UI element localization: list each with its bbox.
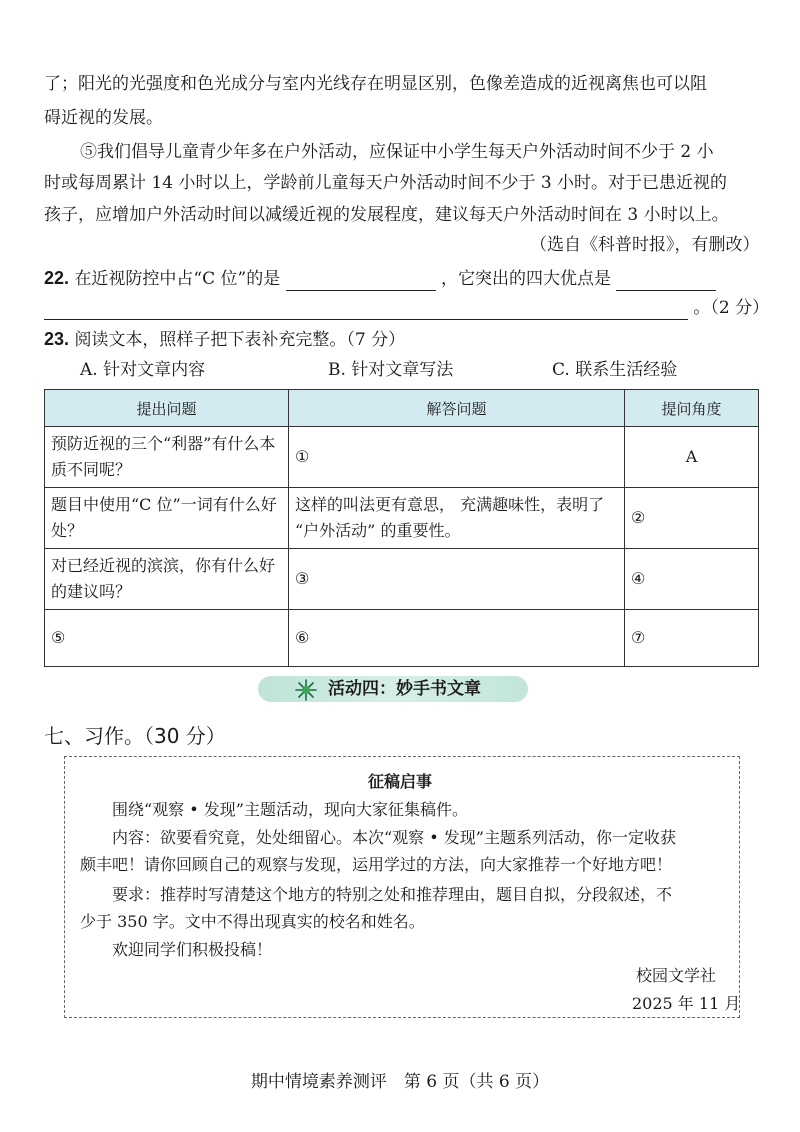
passage-line: 孩子，应增加户外活动时间以减缓近视的发展程度，建议每天户外活动时间在 3 小时以上。	[44, 205, 729, 225]
header-answer: 解答问题	[289, 390, 625, 427]
question-23	[44, 327, 405, 352]
question-23-table	[44, 389, 759, 667]
passage-line: 了；阳光的光强度和色光成分与室内光线存在明显区别，色像差造成的近视离焦也可以阻	[44, 74, 707, 94]
notice-paragraph: 少于 350 字。文中不得出现真实的校名和姓名。	[80, 912, 425, 931]
notice-title: 征稿启事	[367, 772, 432, 791]
question-text: 在近视防控中占“C 位”的是	[74, 269, 281, 289]
notice-paragraph: 欢迎同学们积极投稿！	[112, 940, 273, 959]
table-row	[45, 610, 759, 667]
cell-angle-blank[interactable]: ⑦	[625, 610, 759, 667]
table-row	[45, 549, 759, 610]
question-number: 22.	[44, 268, 70, 288]
cell-answer-blank[interactable]: ③	[289, 549, 625, 610]
question-22	[44, 266, 716, 291]
option-a: A. 针对文章内容	[80, 360, 206, 380]
table-header-row	[45, 390, 759, 427]
cell-question: 题目中使用“C 位”一词有什么好处？	[45, 488, 289, 549]
passage-source: （选自《科普时报》，有删改）	[530, 235, 760, 255]
answer-blank[interactable]	[616, 270, 716, 291]
notice-organizer: 校园文学社	[636, 966, 717, 985]
cell-answer-blank[interactable]: ①	[289, 427, 625, 488]
sparkle-icon	[294, 678, 318, 702]
section-title: 七、习作。（30 分）	[44, 724, 226, 748]
option-b: B. 针对文章写法	[328, 360, 454, 380]
cell-answer: 这样的叫法更有意思， 充满趣味性，表明了 “户外活动” 的重要性。	[289, 488, 625, 549]
passage-line: 时或每周累计 14 小时以上，学龄前儿童每天户外活动时间不少于 3 小时。对于已患近视的	[44, 173, 728, 193]
activity-title: 活动四：妙手书文章	[328, 679, 481, 699]
notice-paragraph: 内容：欲要看究竟，处处细留心。本次“观察 • 发现”主题系列活动，你一定收获	[112, 828, 676, 847]
option-c: C. 联系生活经验	[552, 360, 678, 380]
table-row	[45, 488, 759, 549]
notice-paragraph: 颇丰吧！请你回顾自己的观察与发现，运用学过的方法，向大家推荐一个好地方吧！	[80, 855, 673, 874]
cell-angle-blank[interactable]: ④	[625, 549, 759, 610]
page-footer: 期中情境素养测评 第 6 页（共 6 页）	[250, 1072, 550, 1092]
question-22-cont	[44, 296, 769, 320]
cell-angle: A	[625, 427, 759, 488]
question-text: ，它突出的四大优点是	[441, 269, 612, 289]
question-text: 阅读文本，照样子把下表补充完整。（7 分）	[74, 330, 406, 350]
notice-paragraph: 围绕“观察 • 发现”主题活动，现向大家征集稿件。	[112, 800, 468, 819]
cell-question-blank[interactable]: ⑤	[45, 610, 289, 667]
header-angle: 提问角度	[625, 390, 759, 427]
passage-paragraph-5: ⑤我们倡导儿童青少年多在户外活动，应保证中小学生每天户外活动时间不少于 2 小	[80, 142, 714, 162]
cell-angle-blank[interactable]: ②	[625, 488, 759, 549]
answer-blank[interactable]	[286, 270, 436, 291]
table-row	[45, 427, 759, 488]
cell-answer-blank[interactable]: ⑥	[289, 610, 625, 667]
cell-question: 对已经近视的滨滨，你有什么好的建议吗？	[45, 549, 289, 610]
answer-blank[interactable]	[44, 299, 688, 320]
question-number: 23.	[44, 329, 70, 349]
passage-line: 碍近视的发展。	[44, 108, 163, 128]
cell-question: 预防近视的三个“利器”有什么本质不同呢？	[45, 427, 289, 488]
notice-date: 2025 年 11 月	[632, 994, 741, 1013]
header-question: 提出问题	[45, 390, 289, 427]
question-score: 。（2 分）	[693, 298, 770, 318]
notice-paragraph: 要求：推荐时写清楚这个地方的特别之处和推荐理由，题目自拟，分段叙述，不	[112, 885, 673, 904]
